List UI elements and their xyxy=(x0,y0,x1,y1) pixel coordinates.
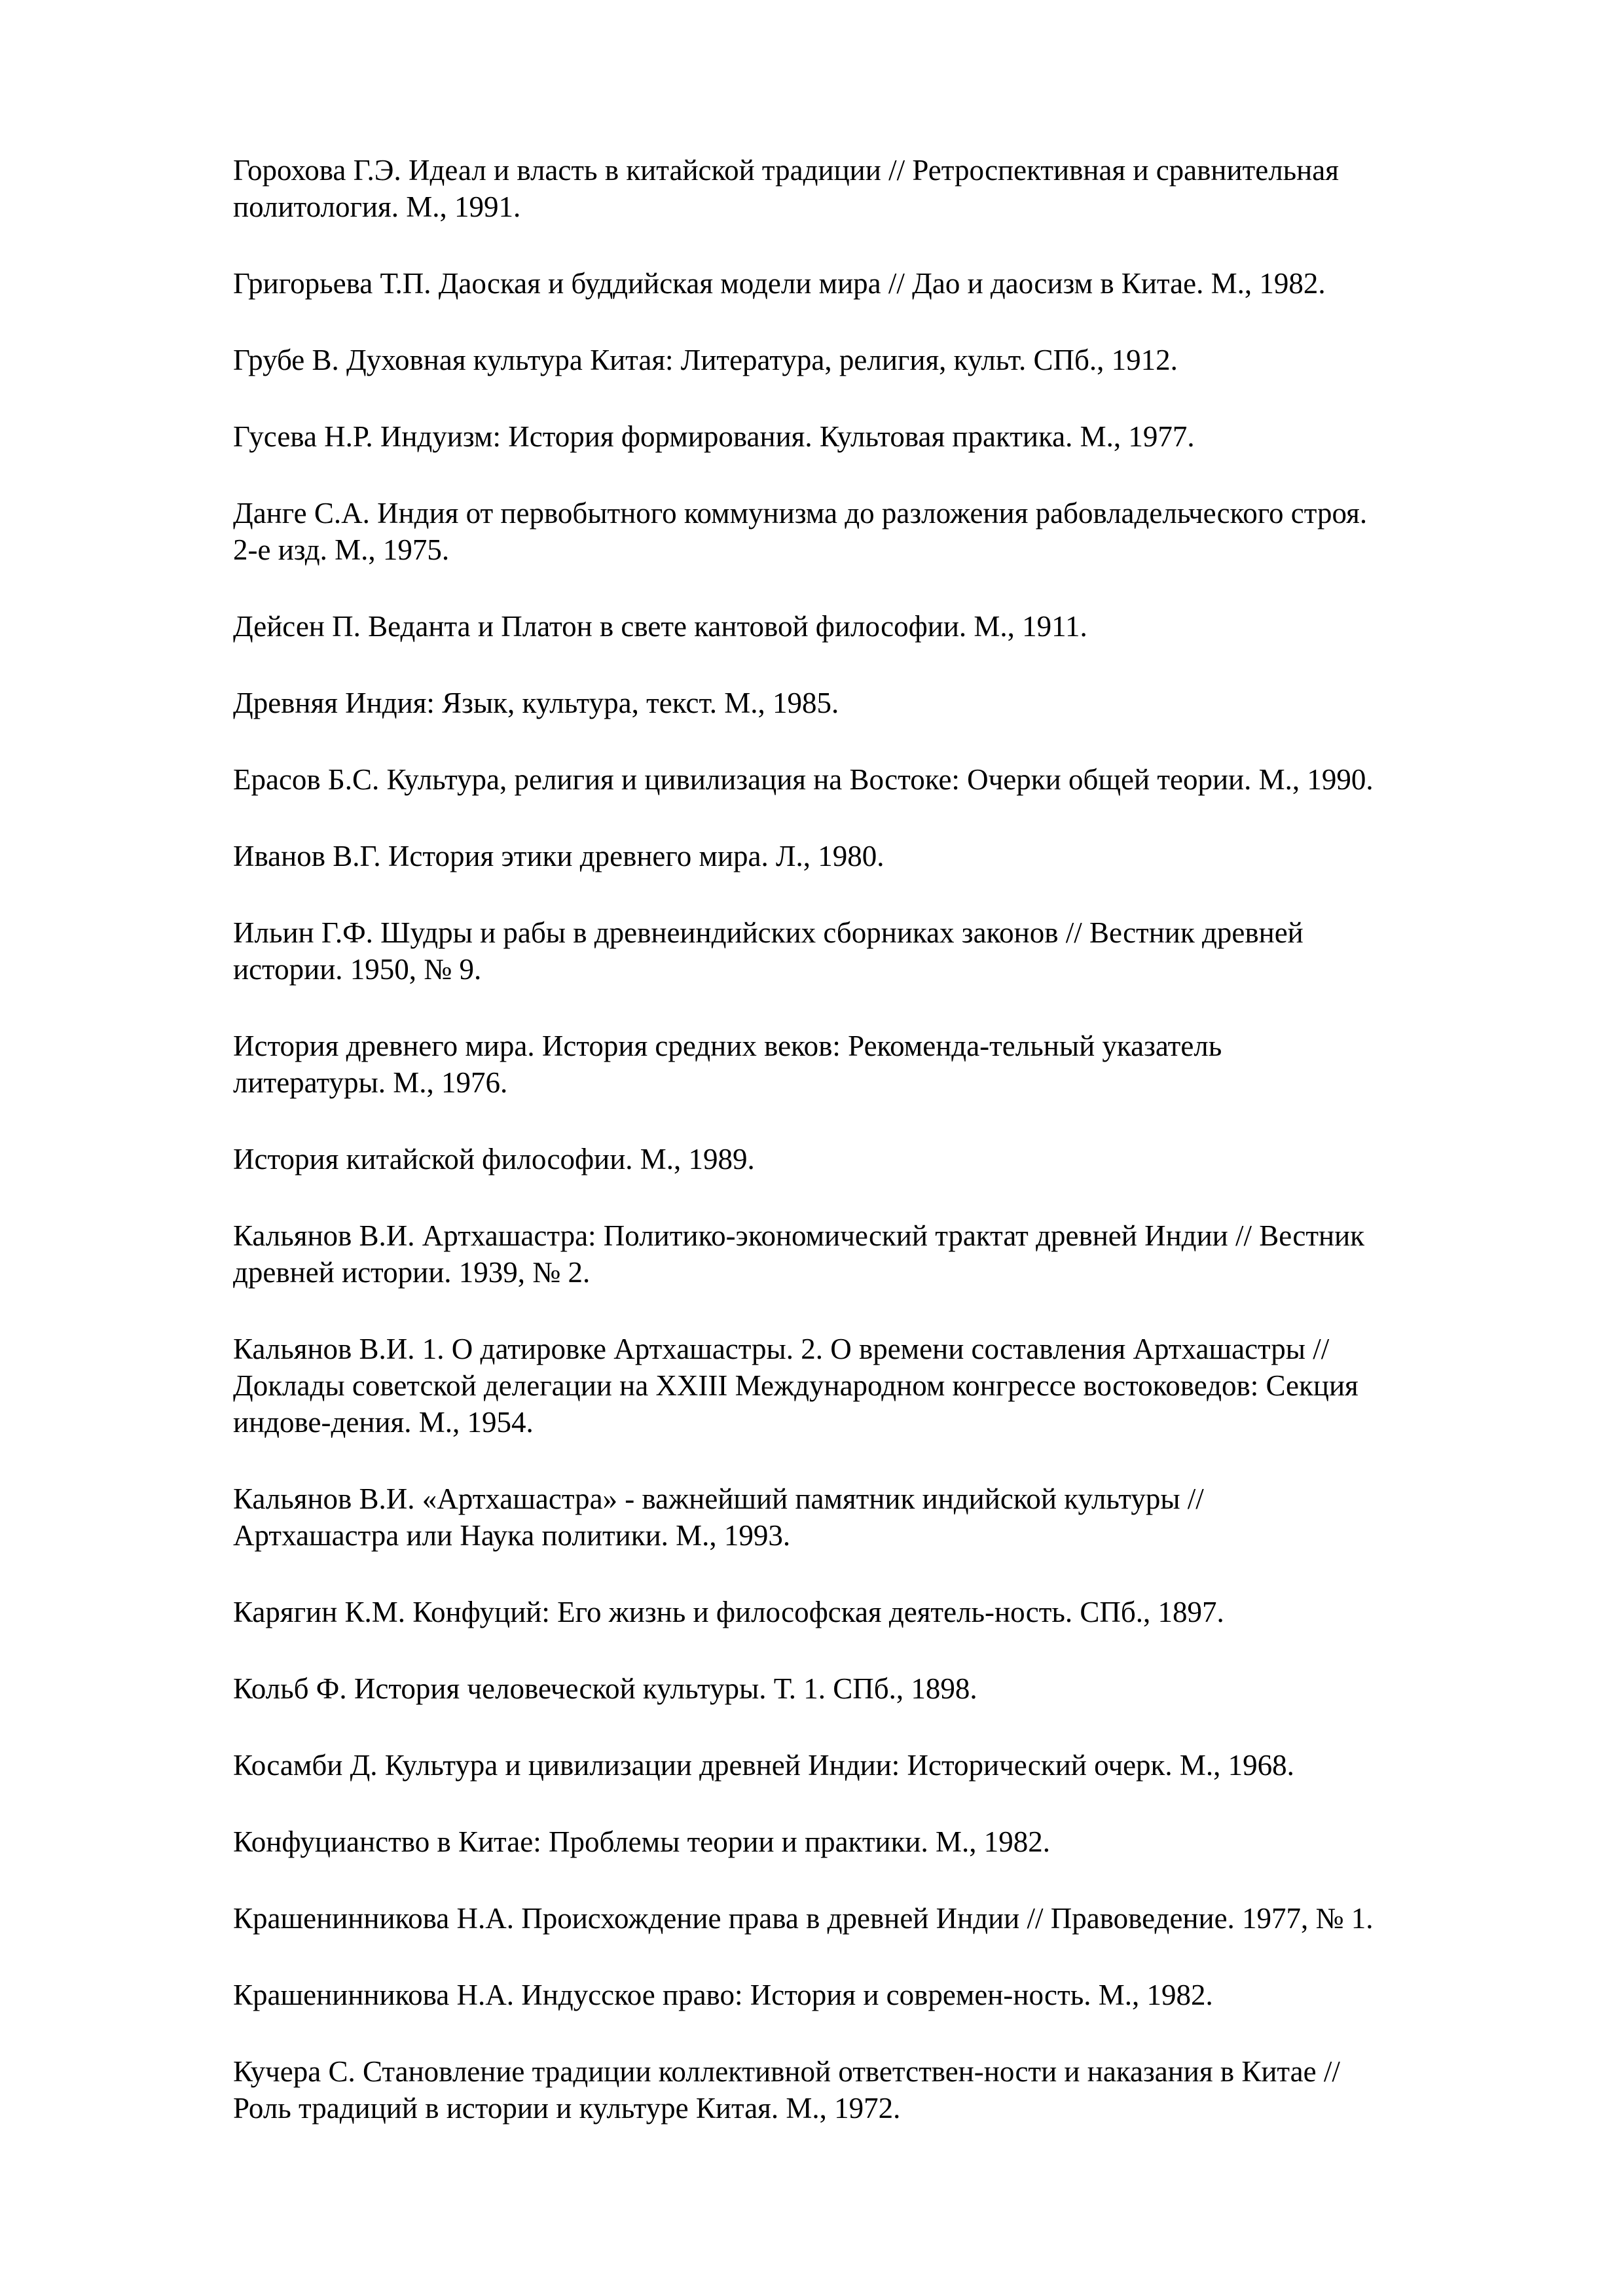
entry-line: Доклады советской делегации на XXIII Международном конгрессе востоковедов: Секция xyxy=(233,1369,1359,1402)
bibliography-entry xyxy=(233,1977,1516,2013)
bibliography-entry xyxy=(233,418,1516,455)
bibliography-entry xyxy=(233,152,1516,225)
bibliography-entry xyxy=(233,1747,1516,1784)
entry-line: древней истории. 1939, № 2. xyxy=(233,1256,591,1289)
entry-line: Артхашастра или Наука политики. М., 1993. xyxy=(233,1519,791,1552)
entry-line: Конфуцианство в Китае: Проблемы теории и практики. М., 1982. xyxy=(233,1825,1051,1858)
entry-line: Горохова Г.Э. Идеал и власть в китайской традиции // Ретроспективная и сравнительная xyxy=(233,154,1339,187)
entry-line: Гусева Н.Р. Индуизм: История формирования. Культовая практика. М., 1977. xyxy=(233,420,1195,453)
entry-line: Крашенинникова Н.А. Происхождение права в древней Индии // Правоведение. 1977, № 1. xyxy=(233,1902,1374,1935)
entry-line: Кольб Ф. История человеческой культуры. Т. 1. СПб., 1898. xyxy=(233,1672,977,1705)
bibliography-entry xyxy=(233,1670,1516,1707)
bibliography-entry xyxy=(233,1823,1516,1860)
bibliography-entry xyxy=(233,1331,1516,1441)
entry-line: Карягин К.М. Конфуций: Его жизнь и философская деятель-ность. СПб., 1897. xyxy=(233,1596,1224,1628)
entry-line: Дейсен П. Веданта и Платон в свете кантовой философии. М., 1911. xyxy=(233,610,1087,643)
bibliography-entry xyxy=(233,1480,1516,1554)
entry-line: Кальянов В.И. Артхашастра: Политико-экономический трактат древней Индии // Вестник xyxy=(233,1219,1365,1252)
entry-line: Иванов В.Г. История этики древнего мира. Л., 1980. xyxy=(233,840,884,872)
entry-line: Данге С.А. Индия от первобытного коммунизма до разложения рабовладельческого строя. xyxy=(233,497,1368,529)
bibliography-entry xyxy=(233,914,1516,988)
entry-line: Древняя Индия: Язык, культура, текст. М., 1985. xyxy=(233,687,839,719)
entry-line: Григорьева Т.П. Даоская и буддийская модели мира // Дао и даосизм в Китае. М., 1982. xyxy=(233,267,1326,300)
entry-line: истории. 1950, № 9. xyxy=(233,953,482,986)
entry-line: Грубе В. Духовная культура Китая: Литература, религия, культ. СПб., 1912. xyxy=(233,344,1178,376)
bibliography-entry xyxy=(233,1594,1516,1630)
bibliography-entry xyxy=(233,2053,1516,2126)
bibliography-entry xyxy=(233,685,1516,721)
bibliography-entry xyxy=(233,838,1516,874)
bibliography-entry xyxy=(233,1141,1516,1177)
bibliography-list xyxy=(233,152,1516,2126)
bibliography-entry xyxy=(233,265,1516,302)
bibliography-entry xyxy=(233,342,1516,378)
entry-line: Роль традиций в истории и культуре Китая. М., 1972. xyxy=(233,2092,901,2125)
bibliography-entry xyxy=(233,1217,1516,1291)
entry-line: индове-дения. М., 1954. xyxy=(233,1406,534,1439)
entry-line: Ерасов Б.С. Культура, религия и цивилизация на Востоке: Очерки общей теории. М., 1990. xyxy=(233,763,1374,796)
bibliography-entry xyxy=(233,1028,1516,1101)
entry-line: политология. М., 1991. xyxy=(233,190,521,223)
entry-line: История древнего мира. История средних веков: Рекоменда-тельный указатель xyxy=(233,1030,1222,1062)
bibliography-entry xyxy=(233,761,1516,798)
entry-line: Кучера С. Становление традиции коллективной ответствен-ности и наказания в Китае // xyxy=(233,2055,1340,2088)
entry-line: 2-е изд. М., 1975. xyxy=(233,533,450,566)
entry-line: Ильин Г.Ф. Шудры и рабы в древнеиндийских сборниках законов // Вестник древней xyxy=(233,916,1304,949)
entry-line: Кальянов В.И. «Артхашастра» - важнейший памятник индийской культуры // xyxy=(233,1482,1204,1515)
bibliography-entry xyxy=(233,1900,1516,1937)
entry-line: История китайской философии. М., 1989. xyxy=(233,1143,755,1175)
entry-line: Крашенинникова Н.А. Индусское право: История и современ-ность. М., 1982. xyxy=(233,1979,1213,2011)
bibliography-entry xyxy=(233,608,1516,645)
bibliography-entry xyxy=(233,495,1516,568)
entry-line: Косамби Д. Культура и цивилизации древней Индии: Исторический очерк. М., 1968. xyxy=(233,1749,1294,1782)
entry-line: Кальянов В.И. 1. О датировке Артхашастры. 2. О времени составления Артхашастры // xyxy=(233,1333,1330,1365)
entry-line: литературы. М., 1976. xyxy=(233,1066,508,1099)
